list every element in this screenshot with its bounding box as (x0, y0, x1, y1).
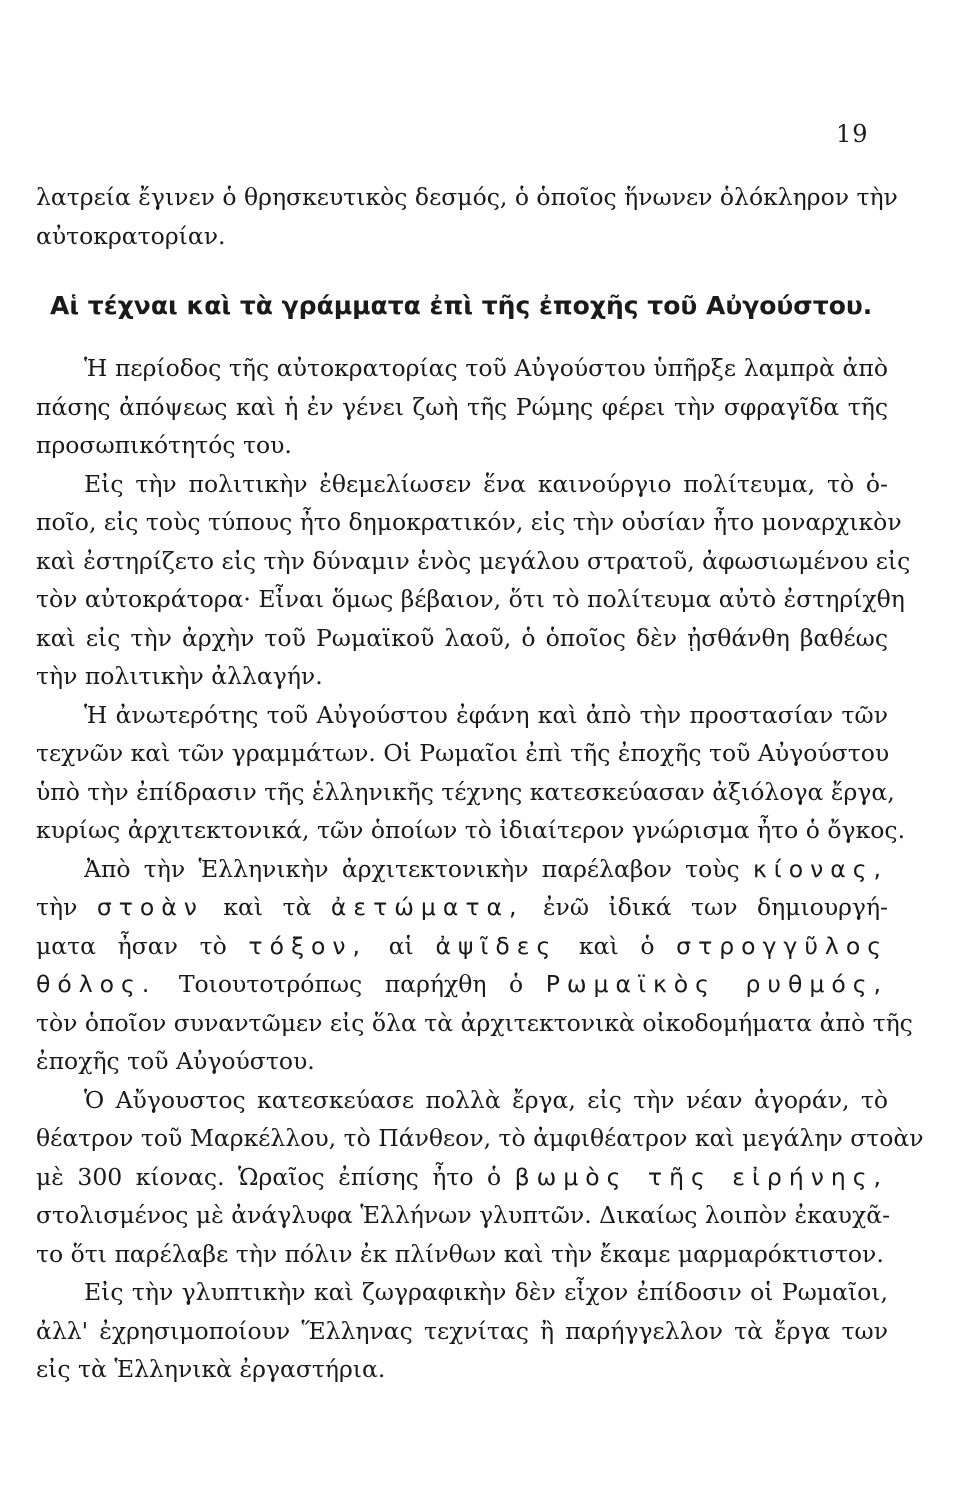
emphasized-term: στρογγῦλος (676, 931, 888, 960)
text-line (36, 1235, 888, 1274)
text-fragment: αἱ (367, 931, 436, 960)
emphasized-term: ἀψῖδες (435, 931, 558, 960)
text-fragment: Ἀπὸ τὴν Ἑλληνικὴν ἀρχιτεκτονικὴν παρέλαβον τοὺς (84, 854, 753, 883)
text-fragment: Ὁ Αὔγουστος κατεσκεύασε πολλὰ ἔργα, εἰς τὴν νέαν ἀγοράν, τὸ (84, 1085, 888, 1114)
text-fragment: Ἡ περίοδος τῆς αὐτοκρατορίας τοῦ Αὐγούστου ὑπῆρξε λαμπρὰ ἀπὸ (84, 354, 888, 382)
text-fragment: ἀλλ' ἐχρησιμοποίουν Ἕλληνας τεχνίτας ἢ παρήγγελλον τὰ ἔργα των (36, 1316, 888, 1345)
text-fragment: ποῖο, εἰς τοὺς τύπους ἦτο δημοκρατικόν, εἰς τὴν οὐσίαν ἦτο μοναρχικὸν (36, 508, 902, 536)
text-fragment: τὸν ὁποῖον συναντῶμεν εἰς ὅλα τὰ ἀρχιτεκτονικὰ οἰκοδομήματα ἀπὸ τῆς (36, 1008, 913, 1037)
text-fragment: ἐνῶ ἰδικά των δημιουργή- (523, 893, 888, 921)
text-fragment: λατρεία ἔγινεν ὁ θρησκευτικὸς δεσμός, ὁ ὁποῖος ἥνωνεν ὁλόκληρον τὴν (36, 183, 898, 211)
text-fragment: κυρίως ἀρχιτεκτονικά, τῶν ὁποίων τὸ ἰδιαίτερον γνώρισμα ἦτο ὁ ὄγκος. (36, 816, 906, 844)
text-fragment: τεχνῶν καὶ τῶν γραμμάτων. Οἱ Ρωμαῖοι ἐπὶ τῆς ἐποχῆς τοῦ Αὐγούστου (36, 739, 890, 767)
text-fragment: θέατρον τοῦ Μαρκέλλου, τὸ Πάνθεον, τὸ ἀμφιθέατρον καὶ μεγάλην στοὰν (36, 1124, 924, 1152)
text-fragment: στολισμένος μὲ ἀνάγλυφα Ἑλλήνων γλυπτῶν. Δικαίως λοιπὸν ἐκαυχᾶ- (36, 1201, 891, 1229)
page-body (36, 178, 924, 1389)
text-line (36, 657, 888, 696)
text-fragment: Εἰς τὴν γλυπτικὴν καὶ ζωγραφικὴν δὲν εἶχον ἐπίδοσιν οἱ Ρωμαῖοι, (84, 1278, 888, 1306)
text-line (36, 965, 888, 1004)
text-fragment: καὶ τὰ (203, 893, 331, 921)
emphasized-term: ἀετώματα, (330, 893, 524, 921)
text-fragment: Εἰς τὴν πολιτικὴν ἐθεμελίωσεν ἕνα καινούργιο πολίτευμα, τὸ ὁ- (84, 469, 888, 498)
text-line (36, 1119, 924, 1158)
emphasized-term: τόξον, (248, 931, 368, 960)
text-line (36, 888, 888, 927)
text-fragment: εἰς τὰ Ἑλληνικὰ ἐργαστήρια. (36, 1355, 386, 1383)
text-line (36, 696, 888, 735)
text-line (36, 1004, 913, 1043)
text-fragment: καὶ ὁ (557, 931, 677, 960)
text-line (36, 1042, 888, 1081)
section-heading (36, 277, 888, 335)
text-fragment: ὑπὸ τὴν ἐπίδρασιν τῆς ἑλληνικῆς τέχνης κατεσκεύασαν ἀξιόλογα ἔργα, (36, 777, 895, 806)
text-line (36, 773, 895, 812)
text-line (36, 426, 888, 465)
text-line (36, 503, 902, 542)
text-line (36, 1081, 888, 1120)
text-line (36, 580, 905, 619)
text-fragment: πάσης ἀπόψεως καὶ ἡ ἐν γένει ζωὴ τῆς Ρώμης φέρει τὴν σφραγῖδα τῆς (36, 392, 888, 421)
text-fragment: καὶ ἐστηρίζετο εἰς τὴν δύναμιν ἑνὸς μεγάλου στρατοῦ, ἀφωσιωμένου εἰς (36, 546, 911, 575)
text-line (36, 1273, 888, 1312)
emphasized-term: κίονας, (752, 854, 888, 883)
emphasized-term: θόλος. (36, 970, 157, 998)
text-line (36, 734, 888, 773)
text-fragment: τὴν πολιτικὴν ἀλλαγήν. (36, 662, 323, 690)
text-fragment: τὴν (36, 893, 97, 921)
text-fragment: τὸν αὐτοκράτορα· Εἶναι ὅμως βέβαιον, ὅτι τὸ πολίτευμα αὐτὸ ἐστηρίχθη (36, 585, 905, 613)
text-line (36, 388, 888, 427)
text-line (36, 465, 888, 504)
text-line (36, 178, 898, 217)
text-fragment: ματα ἦσαν τὸ (36, 931, 249, 960)
text-line (36, 217, 888, 256)
emphasized-term: στοὰν (96, 893, 204, 921)
emphasized-term: Ρωμαϊκὸς ρυθμός, (545, 970, 889, 998)
text-fragment: Αἱ τέχναι καὶ τὰ γράμματα ἐπὶ τῆς ἐποχῆς τοῦ Αὐγούστου. (50, 291, 873, 320)
text-fragment: αὐτοκρατορίαν. (36, 221, 226, 250)
text-fragment: Τοιουτοτρόπως παρήχθη ὁ (156, 970, 546, 998)
text-line (36, 1158, 888, 1197)
text-line (36, 1350, 888, 1389)
text-fragment: ἐποχῆς τοῦ Αὐγούστου. (36, 1047, 315, 1075)
text-line (36, 811, 906, 850)
text-fragment: προσωπικότητός του. (36, 431, 292, 459)
emphasized-term: βωμὸς τῆς εἰρήνης, (514, 1162, 888, 1191)
text-line (36, 542, 911, 581)
text-line (36, 1196, 891, 1235)
text-fragment: καὶ εἰς τὴν ἀρχὴν τοῦ Ρωμαϊκοῦ λαοῦ, ὁ ὁποῖος δὲν ᾐσθάνθη βαθέως (36, 623, 888, 652)
page-number: 19 (836, 120, 869, 148)
text-line (36, 1312, 888, 1351)
text-line (36, 349, 888, 388)
text-fragment: μὲ 300 κίονας. Ὡραῖος ἐπίσης ἦτο ὁ (36, 1162, 515, 1191)
text-fragment: Ἡ ἀνωτερότης τοῦ Αὐγούστου ἐφάνη καὶ ἀπὸ τὴν προστασίαν τῶν (84, 700, 888, 729)
text-line (36, 619, 888, 658)
text-line (36, 850, 888, 889)
text-line (36, 927, 888, 966)
text-fragment: το ὅτι παρέλαβε τὴν πόλιν ἐκ πλίνθων καὶ τὴν ἔκαμε μαρμαρόκτιστον. (36, 1239, 884, 1268)
